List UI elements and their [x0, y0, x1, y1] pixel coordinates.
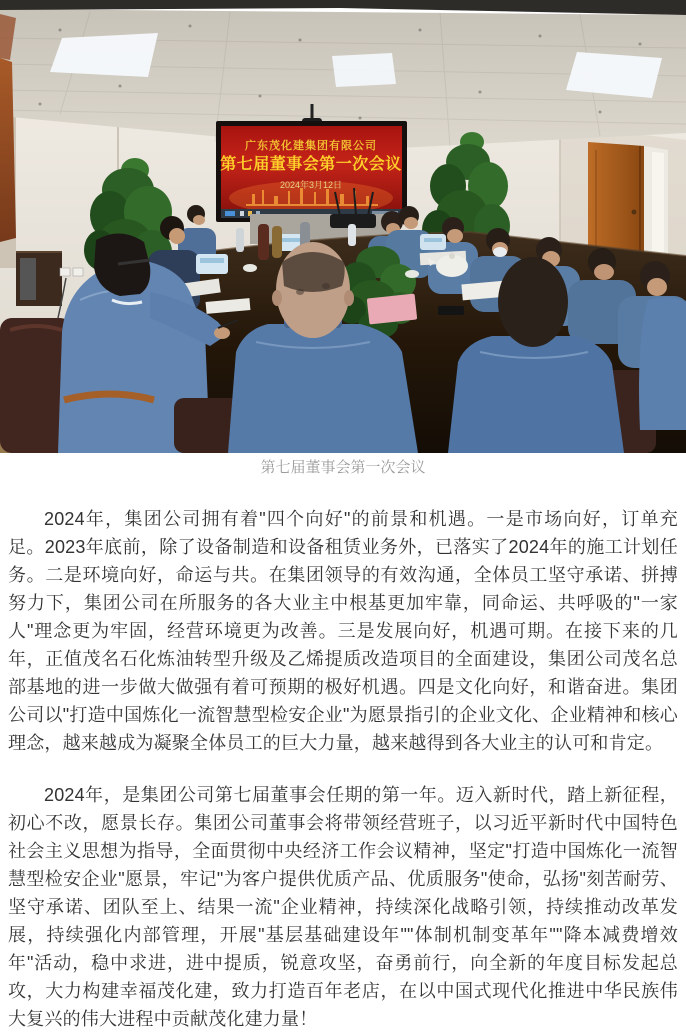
article-paragraph-1: 2024年，集团公司拥有着"四个向好"的前景和机遇。一是市场向好，订单充足。2023年底前，除了设备制造和设备租赁业务外，已落实了2024年的施工计划任务。二是环境向好，命运与共。在集团领导的有效沟通，全体员工坚守承诺、拼搏努力下，集团公司在所服务的各大业主中根基更加牢靠，同命运、共呼吸的"一家人"理念更为牢固，经营环境更为改善。三是发展向好，机遇可期。在接下来的几年，正值茂名石化炼油转型升级及乙烯提质改造项目的全面建设，集团公司茂名总部基地的进一步做大做强有着可预期的极好机遇。四是文化向好，和谐奋进。集团公司以"打造中国炼化一流智慧型检安企业"为愿景指引的企业文化、企业精神和核心理念，越来越成为凝聚全体员工的巨大力量，越来越得到各大业主的认可和肯定。 [8, 509, 678, 753]
thermos [258, 224, 269, 260]
screen-meeting-date: 2024年3月12日 [279, 180, 343, 190]
teacup [405, 270, 419, 278]
hand [214, 327, 230, 339]
article-body [0, 505, 686, 1033]
screen-meeting-title: 第七届董事会第一次会议 [220, 156, 402, 173]
recorder [438, 306, 464, 315]
meeting-photo[interactable] [0, 0, 686, 453]
presentation-screen [216, 121, 407, 222]
ear [344, 290, 354, 306]
sideboard [16, 252, 62, 306]
tissue-box [196, 254, 228, 274]
water-bottle [348, 224, 356, 246]
teacup [243, 264, 257, 272]
pink-folder [367, 294, 417, 325]
hair [282, 252, 345, 292]
tissue-box [420, 234, 446, 250]
article-paragraph-2: 2024年，是集团公司第七届董事会任期的第一年。迈入新时代，踏上新征程，初心不改，愿景长存。集团公司董事会将带领经营班子，以习近平新时代中国特色社会主义思想为指导，全面贯彻中央经济工作会议精神，坚定"打造中国炼化一流智慧型检安企业"愿景，牢记"为客户提供优质产品、优质服务"使命，弘扬"刻苦耐劳、坚守承诺、团队至上、结果一流"企业精神，持续深化战略引领，持续推动改革发展，持续强化内部管理，开展"基层基础建设年""体制机制变革年""降本减费增效年"活动，稳中求进，进中提质，锐意攻坚，奋勇前行，向全新的年度目标发起总攻，大力构建幸福茂化建，致力打造百年老店，在以中国式现代化推进中华民族伟大复兴的伟大进程中贡献茂化建力量！ [8, 785, 678, 1029]
water-bottle [236, 228, 244, 252]
ear [272, 290, 282, 306]
photo-caption: 第七届董事会第一次会议 [260, 459, 426, 476]
gold-thermos [272, 226, 282, 258]
screen-company-name: 广东茂化建集团有限公司 [245, 140, 377, 152]
head [498, 257, 568, 347]
person-far-right-shoulder [639, 297, 686, 430]
meeting-room-scene [0, 0, 686, 453]
